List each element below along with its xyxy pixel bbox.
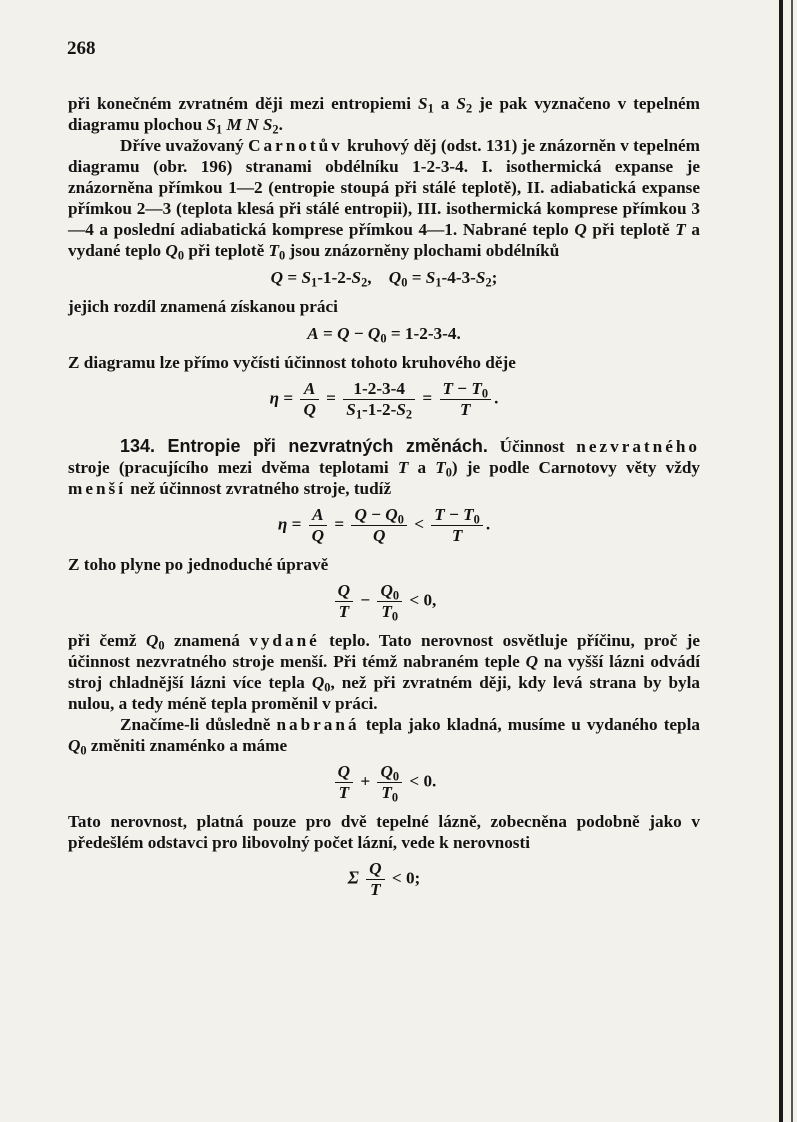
paragraph-2: Dříve uvažovaný Carnotův kruhový děj (odst. 131) je znázorněn v tepelném diagramu (obr. 196) stranami obdélníku 1-2-3-4. I. isothermická expanse je znázorněna přímkou 1—2 (entropie stoupá při stálé teplotě), II. adiabatická expanse přímkou 2—3 (teplota klesá při stálé entropii), III. isothermická komprese přímkou 3—4 a poslední adiabatická komprese přímkou 4—1. Nabrané teplo Q při teplotě T a vydané teplo $Q_0$ při teplotě $T_0$ jsou znázorněny plochami obdélníků <box>68 136 701 263</box>
equation-inequality-3: $\frac{Q}{T}$ + $\frac{Q_0}{T_0}$ < 0. <box>68 762 700 803</box>
equation-inequality-2: $\frac{Q}{T}$ − $\frac{Q_0}{T_0}$ < 0, <box>68 581 700 622</box>
paragraph-3: jejich rozdíl znamená získanou práci <box>68 297 338 316</box>
paragraph-4: Z diagramu lze přímo vyčísti účinnost tohoto kruhového děje <box>68 353 516 372</box>
paragraph-1: při konečném zvratném ději mezi entropiemi $S_1$ a $S_2$ je pak vyznačeno v tepelném diagramu plochou $S_1$ M N $S_2$. <box>68 94 701 137</box>
equation-inequality-1: η = $\frac{A}{Q}$ = $\frac{Q - Q_0}{Q}$ < $\frac{T - T_0}{T}$ . <box>277 505 491 545</box>
equation-work: $A = Q - Q_0 = 1-2-3-4$. <box>307 324 461 346</box>
page-body <box>68 30 700 908</box>
equation-sum-inequality: Σ $\frac{Q}{T}$ < 0; <box>347 859 421 899</box>
paragraph-8: Tato nerovnost, platná pouze pro dvě tepelné lázně, zobecněna podobně jako v předešlém odstavci pro libovolný počet lázní, vede k nerovnosti <box>68 812 700 852</box>
paragraph-7: Značíme-li důsledně nabraná tepla jako kladná, musíme u vydaného tepla $Q_0$ změniti znaménko a máme <box>68 715 700 758</box>
page-number: 268 <box>67 38 96 59</box>
fraction-temperatures: $\frac{T - T_0}{T}$ <box>440 379 492 420</box>
paragraph-6: při čemž $Q_0$ znamená vydané teplo. Tato nerovnost osvětluje příčinu, proč je účinnost nezvratného stroje menší. Při témž nabraném teple Q na vyšší lázni odvádí stroj chladnější lázni více tepla $Q_0$, než při zvratném ději, kdy levá strana by byla nulou, a tedy méně tepla proměnil v práci. <box>68 631 701 713</box>
section-134: 134. Entropie při nezvratných změnách. Účinnost nezvratného stroje (pracujícího mezi dvěma teplotami T a $T_0$) je podle Carnotovy věty vždy menší než účinnost zvratného stroje, tudíž <box>68 436 701 498</box>
equation-efficiency: η = $\frac{A}{Q}$ = $\frac{1-2-3-4}{S_1-1-2-S_2}$ = $\frac{T - T_0}{T}$ . <box>269 379 499 422</box>
page-edge-shadow <box>779 0 783 1122</box>
paragraph-5: Z toho plyne po jednoduché úpravě <box>68 555 329 574</box>
sigma-symbol: Σ <box>347 867 359 888</box>
equation-heat-areas: $Q = S_1-1-2-S_2$, $Q_0 = S_1-4-3-S_2$; <box>270 268 498 290</box>
fraction-areas: $\frac{1-2-3-4}{S_1-1-2-S_2}$ <box>343 379 415 420</box>
page-edge-line <box>791 0 793 1122</box>
section-heading: 134. Entropie při nezvratných změnách. <box>120 436 488 456</box>
fraction-a-q: $\frac{A}{Q}$ <box>300 379 318 420</box>
